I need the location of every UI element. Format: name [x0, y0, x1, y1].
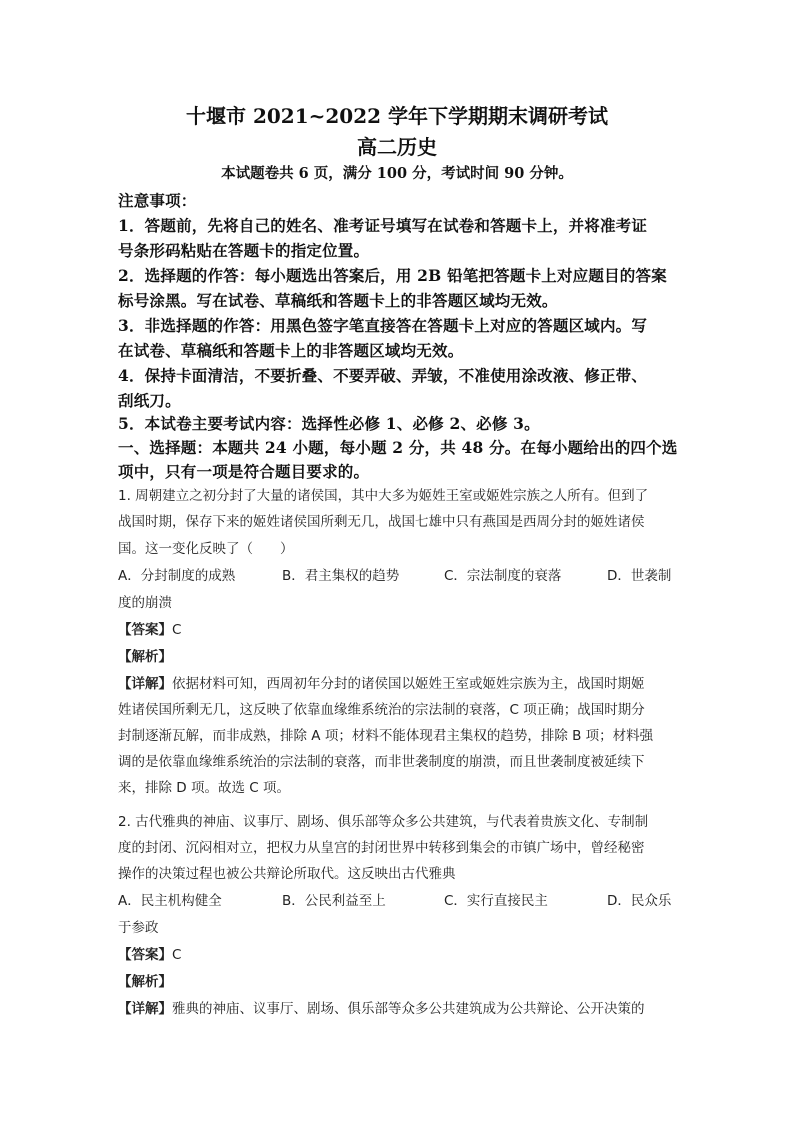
exam-info: 本试题卷共 6 页，满分 100 分，考试时间 90 分钟。: [221, 165, 573, 182]
exam-title: 十堰市 2021~2022 学年下学期期末调研考试: [185, 104, 608, 128]
question-stem: 度的封闭、沉闷相对立，把权力从皇宫的封闭世界中转移到集会的市镇广场中，曾经秘密: [118, 840, 645, 856]
option-c: C．实行直接民主: [444, 893, 548, 909]
option-c: C．宗法制度的衰落: [444, 568, 562, 584]
section-heading: 一、选择题：本题共 24 小题，每小题 2 分，共 48 分。在每小题给出的四个选: [118, 438, 678, 457]
answer-line: [118, 943, 181, 963]
option-d-wrap: 度的崩溃: [118, 595, 172, 611]
answer-tag: 【答案】: [118, 947, 172, 963]
question-stem: 国。这一变化反映了（ ）: [118, 541, 294, 557]
detail-line: 来，排除 D 项。故选 C 项。: [118, 780, 290, 796]
notes-line: 刮纸刀。: [118, 391, 181, 410]
notes-line: 2．选择题的作答：每小题选出答案后，用 2B 铅笔把答题卡上对应题目的答案: [118, 266, 667, 285]
option-d: D．民众乐: [607, 893, 672, 909]
question-stem: 战国时期，保存下来的姬姓诸侯国所剩无几，战国七雄中只有燕国是西周分封的姬姓诸侯: [118, 514, 645, 530]
question-stem: 操作的决策过程也被公共辩论所取代。这反映出古代雅典: [118, 866, 456, 882]
notes-line: 号条形码粘贴在答题卡的指定位置。: [118, 241, 370, 260]
detail-tag: 【详解】: [118, 676, 172, 692]
detail-tag: 【详解】: [118, 1001, 172, 1017]
detail-line: 调的是依靠血缘维系统治的宗法制的衰落，而非世袭制度的崩溃，而且世袭制度被延续下: [118, 754, 645, 770]
notes-line: 在试卷、草稿纸和答题卡上的非答题区域均无效。: [118, 341, 464, 360]
answer-line: [118, 618, 181, 638]
section-heading: 项中，只有一项是符合题目要求的。: [118, 462, 370, 481]
question-stem: 2. 古代雅典的神庙、议事厅、剧场、俱乐部等众多公共建筑，与代表着贵族文化、专制制: [118, 814, 649, 830]
option-d: D．世袭制: [607, 568, 672, 584]
analysis-tag: 【解析】: [118, 974, 172, 990]
detail-line: [118, 997, 645, 1017]
option-a: A．分封制度的成熟: [118, 568, 236, 584]
option-d-wrap: 于参政: [118, 920, 159, 936]
notes-line: 4．保持卡面清洁，不要折叠、不要弄破、弄皱，不准使用涂改液、修正带、: [118, 366, 648, 385]
notes-line: 3．非选择题的作答：用黑色签字笔直接答在答题卡上对应的答题区域内。写: [118, 316, 648, 335]
detail-line: [118, 672, 645, 692]
detail-line: 姓诸侯国所剩无几，这反映了依靠血缘维系统治的宗法制的衰落，C 项正确；战国时期分: [118, 702, 645, 718]
detail-line: 封制逐渐瓦解，而非成熟，排除 A 项；材料不能体现君主集权的趋势，排除 B 项；材料强: [118, 728, 654, 744]
answer-tag: 【答案】: [118, 622, 172, 638]
answer-value: C: [172, 622, 182, 638]
detail-text: 雅典的神庙、议事厅、剧场、俱乐部等众多公共建筑成为公共辩论、公开决策的: [172, 1001, 645, 1017]
notes-line: 标号涂黑。写在试卷、草稿纸和答题卡上的非答题区域均无效。: [118, 291, 558, 310]
notes-heading: 注意事项：: [118, 191, 197, 210]
answer-value: C: [172, 947, 182, 963]
notes-line: 5．本试卷主要考试内容：选择性必修 1、必修 2、必修 3。: [118, 414, 540, 433]
notes-line: 1．答题前，先将自己的姓名、准考证号填写在试卷和答题卡上，并将准考证: [118, 216, 648, 235]
option-b: B．公民利益至上: [282, 893, 386, 909]
option-a: A．民主机构健全: [118, 893, 222, 909]
exam-subject: 高二历史: [357, 135, 437, 159]
option-b: B．君主集权的趋势: [282, 568, 400, 584]
analysis-tag: 【解析】: [118, 649, 172, 665]
question-stem: 1. 周朝建立之初分封了大量的诸侯国，其中大多为姬姓王室或姬姓宗族之人所有。但到了: [118, 488, 649, 504]
detail-text: 依据材料可知，西周初年分封的诸侯国以姬姓王室或姬姓宗族为主，战国时期姬: [172, 676, 645, 692]
